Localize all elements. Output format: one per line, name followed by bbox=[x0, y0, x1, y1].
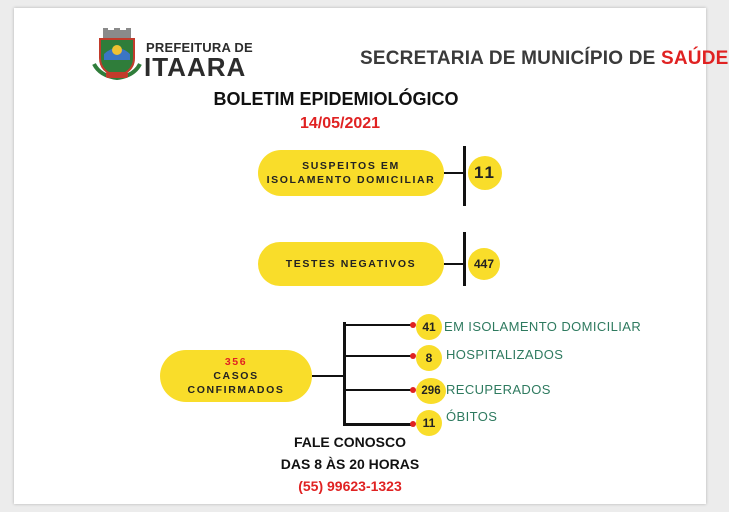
suspeitos-label-line1: SUSPEITOS EM bbox=[302, 160, 400, 172]
suspeitos-pill bbox=[258, 150, 444, 196]
contact-hours bbox=[0, 456, 720, 472]
testes-connector bbox=[444, 263, 464, 265]
casos-tree-trunk bbox=[343, 322, 346, 426]
branch-line-obitos bbox=[344, 423, 414, 426]
casos-label-line2: CONFIRMADOS bbox=[187, 384, 285, 396]
recuperados-label: RECUPERADOS bbox=[446, 382, 551, 397]
contact-phone-text: (55) 99623-1323 bbox=[298, 478, 402, 494]
testes-pill bbox=[258, 242, 444, 286]
contact-hours-text: DAS 8 ÀS 20 HORAS bbox=[280, 456, 420, 472]
branch-line-hospitalizados bbox=[344, 355, 414, 357]
hospitalizados-label: HOSPITALIZADOS bbox=[446, 347, 564, 362]
testes-bracket bbox=[463, 232, 466, 286]
bulletin-title-text: BOLETIM EPIDEMIOLÓGICO bbox=[213, 89, 459, 109]
obitos-value-circle: 11 bbox=[416, 410, 442, 436]
obitos-label: ÓBITOS bbox=[446, 409, 498, 424]
prefeitura-label: PREFEITURA DE bbox=[146, 40, 253, 55]
secretaria-prefix: SECRETARIA DE MUNICÍPIO DE bbox=[360, 48, 661, 69]
contact-line1-text: FALE CONOSCO bbox=[293, 434, 406, 450]
isolamento-label: EM ISOLAMENTO DOMICILIAR bbox=[444, 319, 642, 334]
secretaria-highlight: SAÚDE bbox=[660, 48, 729, 69]
contact-phone bbox=[0, 478, 720, 494]
city-crest-logo bbox=[94, 28, 140, 80]
suspeitos-bracket bbox=[463, 146, 466, 206]
secretaria-title bbox=[360, 48, 729, 70]
bulletin-title bbox=[0, 89, 720, 110]
contact-line1 bbox=[0, 434, 720, 450]
casos-connector bbox=[312, 375, 344, 377]
branch-line-recuperados bbox=[344, 389, 414, 391]
hospitalizados-value-circle: 8 bbox=[416, 345, 442, 371]
casos-label-line1: CASOS bbox=[213, 370, 259, 382]
city-name: ITAARA bbox=[144, 52, 247, 82]
testes-label: TESTES NEGATIVOS bbox=[285, 258, 417, 270]
testes-value-circle: 447 bbox=[468, 248, 500, 280]
suspeitos-label-line2: ISOLAMENTO DOMICILIAR bbox=[266, 174, 436, 186]
bulletin-date bbox=[0, 115, 720, 133]
isolamento-value-circle: 41 bbox=[416, 314, 442, 340]
suspeitos-value-circle: 11 bbox=[468, 156, 502, 190]
bulletin-date-text: 14/05/2021 bbox=[299, 115, 381, 132]
casos-value: 356 bbox=[224, 356, 248, 368]
suspeitos-connector bbox=[444, 172, 464, 174]
branch-line-isolamento bbox=[344, 324, 414, 326]
casos-pill bbox=[160, 350, 312, 402]
recuperados-value-circle: 296 bbox=[416, 378, 446, 404]
